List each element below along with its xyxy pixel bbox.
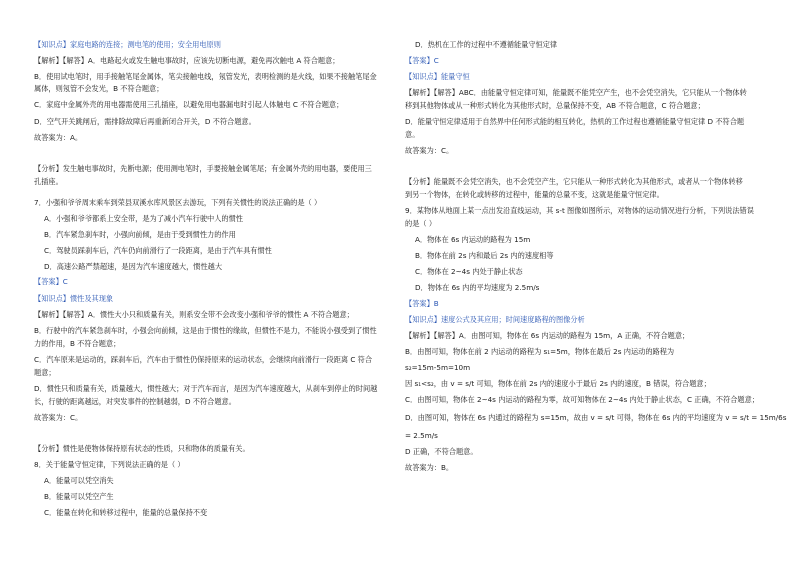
- left-text-line: 孔插座。: [34, 177, 63, 186]
- left-text-line: 【答案】C: [34, 277, 68, 286]
- left-text-line: A．小强和爷爷都系上安全带，是为了减小汽车行驶中人的惯性: [44, 214, 243, 223]
- left-text-line: D．空气开关跳闸后，需排除故障后再重新闭合开关，D 不符合题意。: [34, 117, 256, 126]
- right-text-line: D 正确，不符合题意。: [405, 447, 478, 456]
- left-text-line: D．高速公路严禁超速，是因为汽车速度越大，惯性越大: [44, 262, 223, 271]
- left-text-line: 力的作用，B 不符合题意；: [34, 339, 121, 348]
- left-text-line: B．汽车紧急刹车时，小强向前倾，是由于受到惯性力的作用: [44, 230, 236, 239]
- left-text-line: 属体，则氖管不会发光，B 不符合题意；: [34, 84, 164, 93]
- right-text-line: 【解析】【解答】ABC．由能量守恒定律可知，能量既不能凭空产生，也不会凭空消失，它只能从一个物体转: [405, 88, 747, 97]
- right-text-line: 【答案】B: [405, 299, 439, 308]
- left-text-line: 长，行驶的距离越远，对突发事件的控制越弱，D 不符合题意。: [34, 397, 236, 406]
- right-text-line: 9．某物体从地面上某一点出发沿直线运动，其 s-t 图像如图所示，对物体的运动情况进行分析，下列说法错误: [405, 206, 754, 215]
- left-text-line: 【分析】发生触电事故时，先断电源；使用测电笔时，手要接触金属笔尾；有金属外壳的用电器，要使用三: [34, 164, 372, 173]
- left-text-line: 【分析】惯性是使物体保持原有状态的性质，只和物体的质量有关。: [34, 444, 250, 453]
- right-text-line: B．物体在前 2s 内和最后 2s 内的速度相等: [415, 251, 554, 260]
- left-text-line: 【知识点】惯性及其现象: [34, 294, 114, 303]
- right-text-line: D．能量守恒定律适用于自然界中任何形式能的相互转化，热机的工作过程也遵循能量守恒定律 D 不符合题: [405, 117, 745, 126]
- left-text-line: 题意；: [34, 368, 56, 377]
- left-text-line: D．惯性只和质量有关，质量越大，惯性越大；对于汽车而言，是因为汽车速度越大，从刹车到停止的时间越: [34, 384, 378, 393]
- right-text-line: 故答案为：B。: [405, 463, 454, 472]
- right-text-line: = 2.5m/s: [405, 431, 438, 440]
- right-text-line: D．热机在工作的过程中不遵循能量守恒定律: [415, 40, 558, 49]
- right-text-line: D．物体在 6s 内的平均速度为 2.5m/s: [415, 283, 540, 292]
- left-text-line: 7．小强和爷爷周末乘车到荣县双溪水库风景区去游玩，下列有关惯性的说法正确的是（ ）: [34, 198, 322, 207]
- right-text-line: 【分析】能量既不会凭空消失，也不会凭空产生，它只能从一种形式转化为其他形式，或者从一个物体转移: [405, 177, 743, 186]
- left-text-line: B．使用试电笔时，用手接触笔尾金属体，笔尖接触电线，氖管发光，表明检测的是火线，如果不接触笔尾金: [34, 72, 377, 81]
- right-text-line: C．由图可知，物体在 2~4s 内运动的路程为零，故可知物体在 2~4s 内处于静止状态，C 正确，不符合题意；: [405, 395, 759, 404]
- right-text-line: 到另一个物体，在转化或转移的过程中，能量的总量不变，这就是能量守恒定律。: [405, 190, 664, 199]
- right-text-line: 故答案为：C。: [405, 146, 454, 155]
- right-text-line: D．由图可知，物体在 6s 内通过的路程为 s=15m，故由 v = s/t 可得，物体在 6s 内的平均速度为 v = s/t = 15m/6s: [405, 413, 787, 422]
- right-text-line: 的是（ ）: [405, 219, 437, 228]
- left-text-line: 故答案为：C。: [34, 413, 83, 422]
- left-text-line: 8．关于能量守恒定律，下列说法正确的是（ ）: [34, 460, 185, 469]
- left-text-line: B．能量可以凭空产生: [44, 492, 114, 501]
- left-text-line: A．能量可以凭空消失: [44, 476, 114, 485]
- right-text-line: 【解析】【解答】A．由图可知，物体在 6s 内运动的路程为 15m，A 正确，不符合题意；: [405, 331, 690, 340]
- left-text-line: C．汽车原来是运动的，踩刹车后，汽车由于惯性仍保持原来的运动状态，会继续向前滑行一段距离 C 符合: [34, 355, 373, 364]
- left-text-line: 【解析】【解答】A．惯性大小只和质量有关，则系安全带不会改变小强和爷爷的惯性 A 不符合题意；: [34, 310, 354, 319]
- right-text-line: B．由图可知，物体在前 2 内运动的路程为 s₁=5m，物体在最后 2s 内运动的路程为: [405, 347, 675, 356]
- right-text-line: C．物体在 2~4s 内处于静止状态: [415, 267, 523, 276]
- right-text-line: 【答案】C: [405, 56, 439, 65]
- right-text-line: A．物体在 6s 内运动的路程为 15m: [415, 235, 531, 244]
- left-text-line: C．能量在转化和转移过程中，能量的总量保持不变: [44, 508, 208, 517]
- right-text-line: 意。: [405, 130, 420, 139]
- right-text-line: 移到其他物体或从一种形式转化为其他形式时，总量保持不变，AB 不符合题意，C 符合题意；: [405, 101, 705, 110]
- left-text-line: 【知识点】家庭电路的连接；测电笔的使用；安全用电原则: [34, 40, 221, 49]
- right-text-line: s₂=15m-5m=10m: [405, 363, 471, 372]
- left-text-line: 【解析】【解答】A．电路起火或发生触电事故时，应该先切断电源，避免再次触电 A 符合题意；: [34, 56, 340, 65]
- right-text-line: 【知识点】能量守恒: [405, 72, 470, 81]
- right-text-line: 因 s₁<s₂，由 v = s/t 可知，物体在前 2s 内的速度小于最后 2s 内的速度，B 错误，符合题意；: [405, 379, 711, 388]
- left-text-line: C．驾驶员踩刹车后，汽车仍向前滑行了一段距离，是由于汽车具有惯性: [44, 246, 272, 255]
- left-text-line: 故答案为：A。: [34, 133, 83, 142]
- left-text-line: B．行驶中的汽车紧急刹车时，小强会向前倾，这是由于惯性的缘故，但惯性不是力，不能说小强受到了惯性: [34, 326, 377, 335]
- right-text-line: 【知识点】速度公式及其应用；时间速度路程的图像分析: [405, 315, 585, 324]
- left-text-line: C．家庭中金属外壳的用电器需使用三孔插座，以避免用电器漏电时引起人体触电 C 不符合题意；: [34, 100, 344, 109]
